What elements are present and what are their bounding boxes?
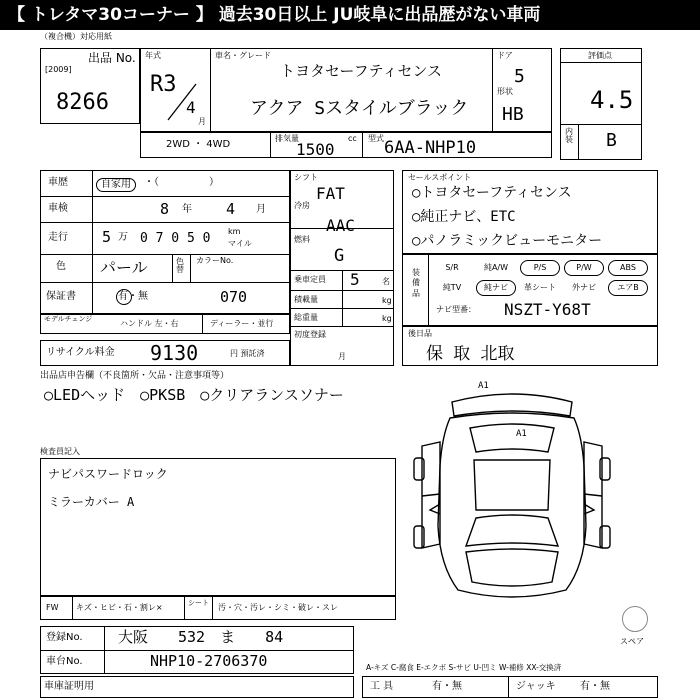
diagram-mark-roof: A1 xyxy=(516,429,527,439)
spare-label: スペア xyxy=(620,637,644,646)
name-label: 車名・グレード xyxy=(215,51,271,60)
capacity-label: 乗車定員 xyxy=(294,275,326,284)
aircon-value: AAC xyxy=(326,216,355,235)
equip-leather: 革シート xyxy=(524,283,556,292)
inspection-month: 4 xyxy=(226,200,236,218)
history-value: 自家用 xyxy=(96,178,136,192)
sales-point-1: ○トヨタセーフティセンス xyxy=(412,185,572,201)
lot-label: 出品 No. xyxy=(88,51,136,65)
equip-tv: 純TV xyxy=(442,283,462,292)
fw-text: キズ・ヒビ・石・割レ× xyxy=(76,603,163,612)
interior-label: 内装 xyxy=(565,127,573,144)
shift-value: FAT xyxy=(316,184,345,203)
capacity-value: 5 xyxy=(350,270,360,289)
history-label: 車歴 xyxy=(48,177,68,188)
inspection-year: 8 xyxy=(160,200,170,218)
inspection-label: 車検 xyxy=(48,203,68,214)
shape-label: 形状 xyxy=(497,87,513,96)
navi-label: ナビ型番： xyxy=(436,305,476,314)
seat-label: シート xyxy=(188,599,209,607)
mileage-unit-mile: マイル xyxy=(228,239,252,248)
sales-points-label: セールスポイント xyxy=(408,173,472,182)
history-rest: ・（ ） xyxy=(144,177,219,188)
seller-note-label: 後日品 xyxy=(408,329,432,338)
spare-tire-circle xyxy=(622,606,648,632)
color-code-label: カラーNo. xyxy=(196,256,234,265)
mileage-man: 5 xyxy=(102,228,112,246)
jack-value: 有・無 xyxy=(580,681,610,692)
drive-type: 2WD ・ 4WD xyxy=(166,139,231,150)
inspector-line-2: ミラーカバー A xyxy=(48,495,135,509)
year-slash xyxy=(160,82,200,122)
shift-label: シフト xyxy=(294,173,318,182)
equip-ps: P/S xyxy=(520,260,560,276)
warranty-value: 有・無 xyxy=(118,291,148,302)
displacement-value: 1500 xyxy=(296,140,335,159)
doors-label: ドア xyxy=(497,51,513,60)
dealer-label: ディーラー・並行 xyxy=(210,319,274,328)
interior-value: B xyxy=(606,130,617,151)
name-line1: トヨタセーフティセンス xyxy=(280,62,443,80)
color-swap-label: 色替 xyxy=(176,257,184,274)
form-note: （複合機）対応用紙 xyxy=(40,32,112,41)
recycle-unit: 円 預託済 xyxy=(230,349,265,358)
first-reg-label: 初度登録 xyxy=(294,330,326,339)
name-line2: アクア Sスタイルブラック xyxy=(250,98,469,119)
equip-sr: S/R xyxy=(445,263,459,272)
warranty-label: 保証書 xyxy=(46,291,76,302)
fuel-value: G xyxy=(334,246,345,266)
inspector-line-1: ナビパスワードロック xyxy=(48,467,168,481)
equip-pw: P/W xyxy=(564,260,604,276)
recycle-value: 9130 xyxy=(150,341,199,365)
recycle-label: リサイクル料金 xyxy=(46,347,115,358)
seller-note-value: 保 取 北取 xyxy=(426,344,515,364)
dealer-remarks-label: 出品店申告欄（不良箇所・欠品・注意事項等） xyxy=(40,371,230,381)
displacement-label: 排気量 xyxy=(275,134,299,143)
sales-point-2: ○純正ナビ、ETC xyxy=(412,209,516,225)
certificate-label: 車庫証明用 xyxy=(44,681,94,692)
car-diagram xyxy=(412,376,612,608)
lot-number: 8266 xyxy=(56,90,109,115)
year-era: R3 xyxy=(150,72,177,97)
diagram-mark-rear: A1 xyxy=(478,381,489,391)
fuel-label: 燃料 xyxy=(294,235,310,244)
mileage-unit-km: km xyxy=(228,227,241,236)
score-value: 4.5 xyxy=(590,86,634,114)
handle-label: ハンドル 左・右 xyxy=(120,319,179,328)
doors-value: 5 xyxy=(514,66,525,87)
equip-aw: 純A/W xyxy=(483,263,509,272)
inspection-month-unit: 月 xyxy=(256,204,266,215)
model-value: 6AA-NHP10 xyxy=(384,138,477,158)
equipment-label: 装備品 xyxy=(412,268,420,298)
tools-label: 工 具 xyxy=(370,681,394,692)
load-unit: kg xyxy=(382,296,392,305)
jack-label: ジャッキ xyxy=(516,681,556,692)
inspection-year-unit: 年 xyxy=(182,204,192,215)
score-label: 評価点 xyxy=(588,51,612,60)
mileage-label: 走行 xyxy=(48,232,68,243)
load-label: 積載量 xyxy=(294,295,318,304)
equip-abs: ABS xyxy=(608,260,648,276)
capacity-unit: 名 xyxy=(382,277,390,286)
mileage-digits: 0 7 0 5 0 xyxy=(140,231,211,246)
color-code: 070 xyxy=(220,288,248,306)
first-reg-month: 月 xyxy=(338,352,346,361)
navi-model: NSZT-Y68T xyxy=(504,300,591,319)
seat-text: 汚・穴・汚レ・シミ・破レ・スレ xyxy=(218,603,338,612)
banner: 【 トレタマ30コーナー 】 過去30日以上 JU岐阜に出品歴がない車両 xyxy=(0,0,700,30)
gross-label: 総重量 xyxy=(294,313,318,322)
color-label: 色 xyxy=(56,261,66,272)
year-month-unit: 月 xyxy=(198,117,206,126)
sales-point-3: ○パノラミックビューモニター xyxy=(412,233,603,249)
chassis-value: NHP10-2706370 xyxy=(150,652,268,670)
equip-airbag: エアB xyxy=(608,280,648,296)
model-label: 型式 xyxy=(368,134,384,143)
tools-box xyxy=(362,676,658,698)
shape-value: HB xyxy=(502,104,524,125)
aircon-label: 冷房 xyxy=(294,201,310,210)
year-label: 年式 xyxy=(145,51,161,60)
mileage-man-unit: 万 xyxy=(118,232,128,243)
equip-ext-navi: 外ナビ xyxy=(572,283,596,292)
tools-value: 有・無 xyxy=(432,681,462,692)
damage-legend: A-キズ C-腐食 E-エクボ S-サビ U-凹ミ W-補修 XX-交換済 xyxy=(366,663,562,672)
color-value: パール xyxy=(100,258,148,277)
inspector-label: 検査員記入 xyxy=(40,447,80,456)
registration-value: 大阪 532 ま 84 xyxy=(118,628,284,646)
dealer-remarks-text: ○LEDヘッド ○PKSB ○クリアランスソナー xyxy=(44,386,344,404)
displacement-unit: cc xyxy=(348,134,357,143)
lot-year-tag: [2009] xyxy=(45,65,72,74)
fw-label: FW xyxy=(46,603,59,612)
registration-label: 登録No. xyxy=(46,632,83,643)
equip-navi: 純ナビ xyxy=(476,280,516,296)
warranty-circle xyxy=(116,289,132,305)
model-change-label: モデルチェンジ xyxy=(44,315,93,323)
year-month: 4 xyxy=(186,98,196,117)
gross-unit: kg xyxy=(382,314,392,323)
chassis-label: 車台No. xyxy=(46,656,83,667)
